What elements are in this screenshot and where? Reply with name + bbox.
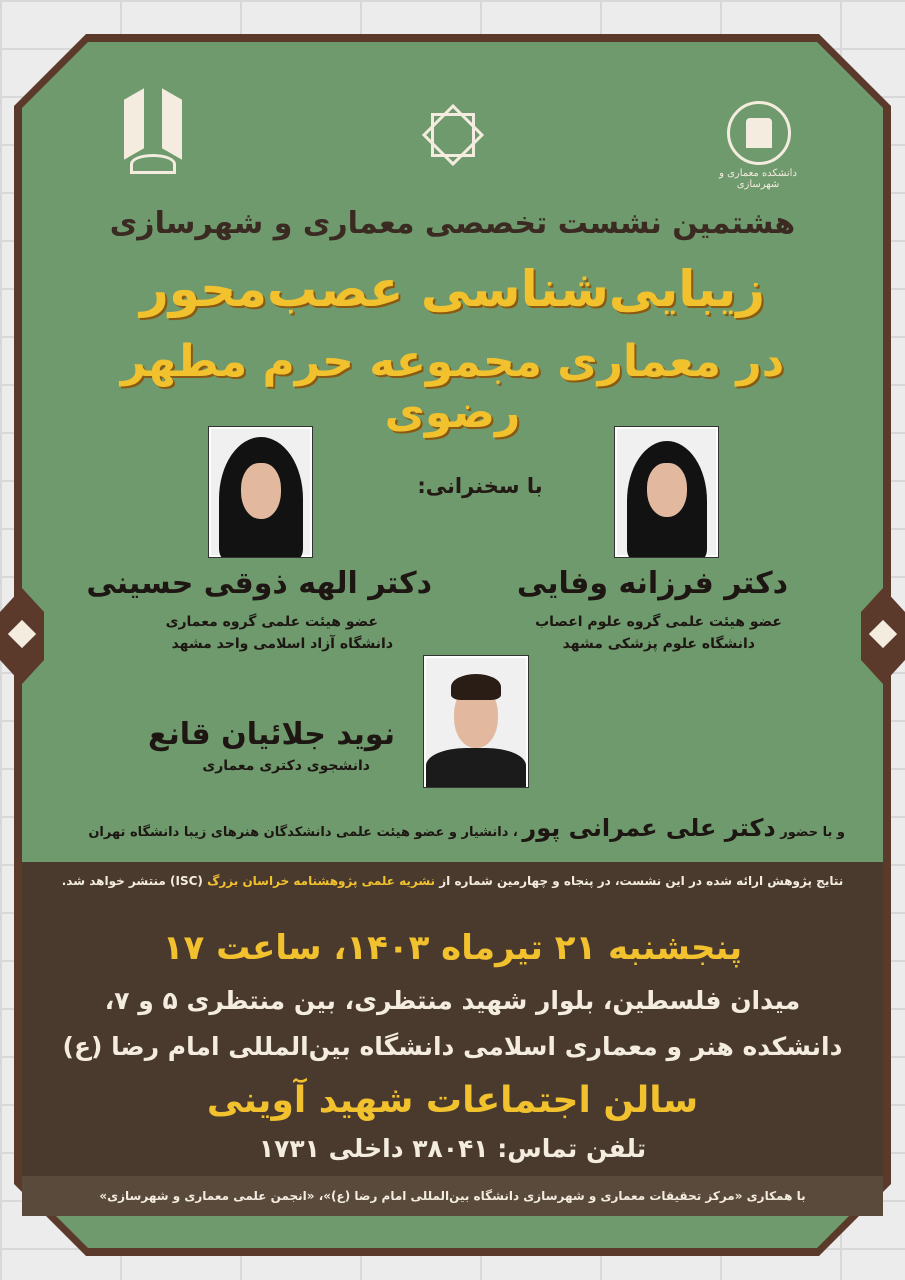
faculty-logo: [718, 92, 800, 174]
publication-notice: [22, 862, 883, 900]
cooperation-footer: با همکاری «مرکز تحقیقات معماری و شهرسازی دانشگاه بین‌المللی امام رضا (ع)»، «انجمن علمی معماری و شهرسازی»: [22, 1176, 883, 1216]
event-address-line1: میدان فلسطین، بلوار شهید منتظری، بین منتظری ۵ و ۷،: [104, 986, 801, 1015]
speaker-role-vafaei: عضو هیئت علمی گروه علوم اعصاب: [535, 614, 782, 630]
publication-suffix: (ISC) منتشر خواهد شد.: [61, 874, 203, 888]
faculty-logo-caption: دانشکده معماری و شهرسازی: [719, 168, 797, 190]
speaker-name-zoghi: دکتر الهه ذوقی حسینی: [86, 566, 432, 601]
speaker-role-jalaeian: دانشجوی دکتری معماری: [202, 758, 370, 774]
event-subtitle: هشتمین نشست تخصصی معماری و شهرسازی: [109, 206, 796, 241]
guest-name: دکتر علی عمرانی پور: [522, 814, 776, 842]
event-hall: سالن اجتماعات شهید آوینی: [206, 1080, 699, 1121]
contact-phone: تلفن تماس: ۳۸۰۴۱ داخلی ۱۷۳۱: [258, 1134, 647, 1163]
speaker-role-zoghi: عضو هیئت علمی گروه معماری: [165, 614, 378, 630]
guest-suffix: ، دانشیار و عضو هیئت علمی دانشکدگان هنرهای زیبا دانشگاه تهران: [88, 825, 518, 840]
event-address-line2: دانشکده هنر و معماری اسلامی دانشگاه بین‌المللی امام رضا (ع): [62, 1032, 843, 1061]
speaker-photo-jalaeian: [423, 655, 529, 788]
event-title: زیبایی‌شناسی عصب‌محور: [139, 260, 766, 318]
event-date-time: پنجشنبه ۲۱ تیرماه ۱۴۰۳، ساعت ۱۷: [162, 928, 743, 968]
journal-name: نشریه علمی پژوهشنامه خراسان بزرگ: [207, 874, 436, 888]
publication-prefix: نتایج پژوهش ارائه شده در این نشست، در پنجاه و چهارمین شماره از: [439, 874, 844, 888]
speakers-intro: با سخنرانی:: [417, 474, 543, 498]
event-title-line2: در معماری مجموعه حرم مطهر رضوی: [120, 336, 785, 438]
speaker-photo-vafaei: [614, 426, 719, 558]
speaker-affiliation-vafaei: دانشگاه علوم پزشکی مشهد: [562, 636, 755, 652]
speaker-name-vafaei: دکتر فرزانه وفایی: [516, 566, 788, 601]
speaker-affiliation-zoghi: دانشگاه آزاد اسلامی واحد مشهد: [171, 636, 393, 652]
speaker-photo-zoghi: [208, 426, 313, 558]
guest-prefix: و با حضور: [780, 825, 845, 840]
guest-line: [60, 814, 845, 842]
speaker-name-jalaeian: نوید جلائیان قانع: [147, 717, 395, 752]
azad-university-logo: [120, 88, 186, 178]
islamic-star-logo: [418, 100, 488, 170]
